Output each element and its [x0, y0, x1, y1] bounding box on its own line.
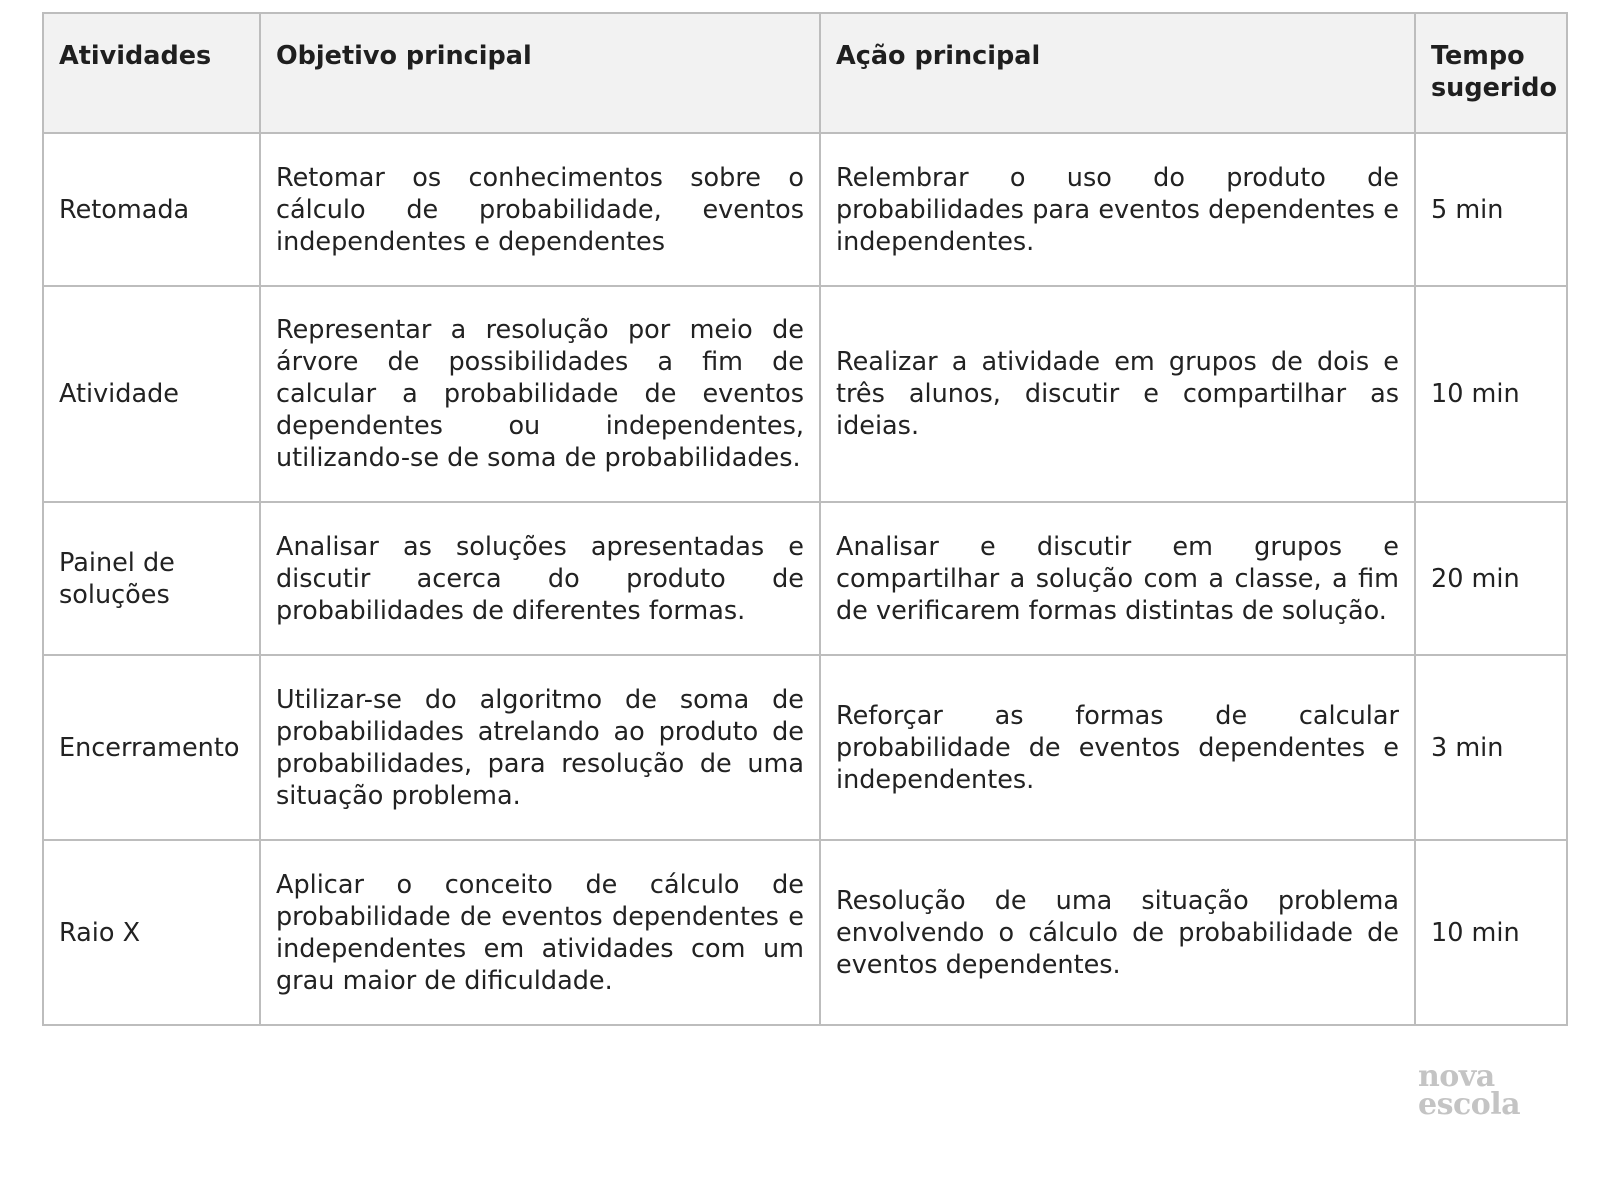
nova-escola-logo [1418, 1059, 1521, 1122]
objective-cell: Utilizar-se do algoritmo de soma de probabilidades atrelando ao produto de probabilidades, para resolução de uma situação problema. [260, 655, 820, 840]
action-cell: Relembrar o uso do produto de probabilidades para eventos dependentes e independentes. [820, 133, 1415, 286]
table-row [43, 286, 1567, 502]
time-cell: 3 min [1415, 655, 1567, 840]
action-cell: Realizar a atividade em grupos de dois e três alunos, discutir e compartilhar as ideias. [820, 286, 1415, 502]
activity-cell: Retomada [43, 133, 260, 286]
table-header-row [43, 13, 1567, 133]
objective-cell: Representar a resolução por meio de árvore de possibilidades a fim de calcular a probabilidade de eventos dependentes ou independentes, utilizando-se de soma de probabilidades. [260, 286, 820, 502]
action-cell: Reforçar as formas de calcular probabilidade de eventos dependentes e independentes. [820, 655, 1415, 840]
table-row [43, 655, 1567, 840]
header-main-objective: Objetivo principal [260, 13, 820, 133]
header-activities: Atividades [43, 13, 260, 133]
objective-cell: Retomar os conhecimentos sobre o cálculo de probabilidade, eventos independentes e dependentes [260, 133, 820, 286]
table-row [43, 133, 1567, 286]
header-main-action: Ação principal [820, 13, 1415, 133]
objective-cell: Aplicar o conceito de cálculo de probabilidade de eventos dependentes e independentes em atividades com um grau maior de dificuldade. [260, 840, 820, 1025]
activity-cell: Atividade [43, 286, 260, 502]
activity-cell: Encerramento [43, 655, 260, 840]
time-cell: 20 min [1415, 502, 1567, 655]
objective-cell: Analisar as soluções apresentadas e discutir acerca do produto de probabilidades de diferentes formas. [260, 502, 820, 655]
lesson-plan-table [42, 12, 1568, 1026]
table-row [43, 840, 1567, 1025]
time-cell: 10 min [1415, 286, 1567, 502]
activity-cell: Painel de soluções [43, 502, 260, 655]
table-row [43, 502, 1567, 655]
logo-line-nova: nova [1418, 1059, 1495, 1094]
header-suggested-time: Tempo sugerido [1415, 13, 1567, 133]
time-cell: 10 min [1415, 840, 1567, 1025]
activity-cell: Raio X [43, 840, 260, 1025]
time-cell: 5 min [1415, 133, 1567, 286]
action-cell: Analisar e discutir em grupos e compartilhar a solução com a classe, a fim de verificarem formas distintas de solução. [820, 502, 1415, 655]
action-cell: Resolução de uma situação problema envolvendo o cálculo de probabilidade de eventos dependentes. [820, 840, 1415, 1025]
logo-line-escola: escola [1418, 1087, 1521, 1122]
